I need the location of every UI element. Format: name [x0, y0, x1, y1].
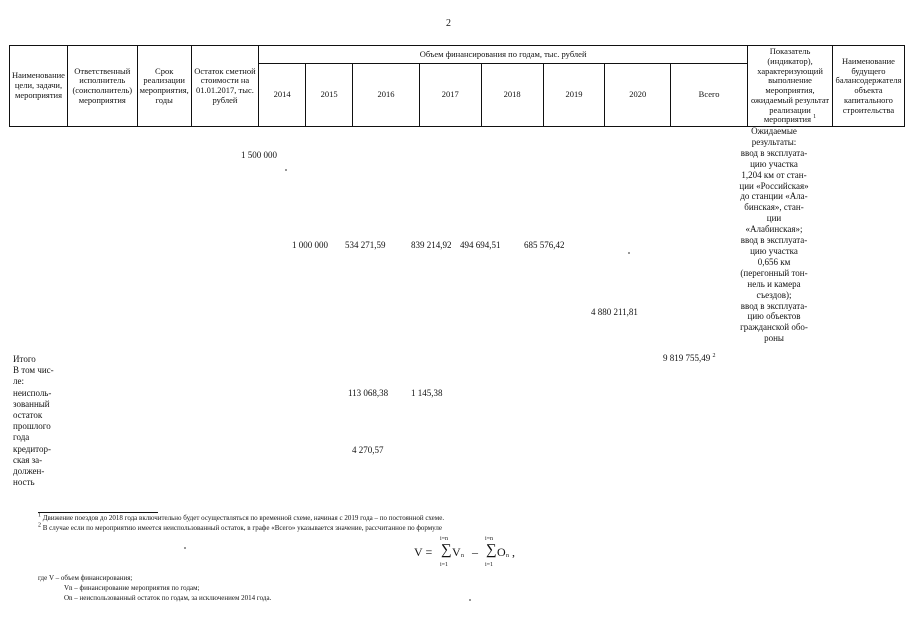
header-remainder: Остаток сметной стоимости на 01.01.2017, тыс. рублей [191, 46, 258, 127]
result-line: (перегонный тон- [740, 267, 808, 278]
value-2015: 1 000 000 [292, 240, 328, 250]
result-line: съездов); [756, 289, 792, 300]
header-indicator-text: Показатель (индикатор), характеризующий выполнение мероприятия, ожидаемый результат реализации мероприятия [750, 46, 830, 125]
formula-upper-limit: i=n [485, 536, 494, 542]
formula-lower-limit: i=1 [485, 562, 494, 568]
result-line: цию участка [750, 245, 798, 256]
result-line: 0,656 км [757, 256, 791, 267]
scan-dot [285, 169, 287, 171]
legend-on: On – неиспользованный остаток по годам, за исключением 2014 года. [64, 594, 272, 602]
footnote-2 [38, 524, 442, 532]
value-2020: 4 880 211,81 [591, 307, 638, 317]
sum-icon: ∑ [441, 542, 452, 558]
result-line: роны [764, 333, 784, 344]
footnote-ref-1: 1 [813, 114, 817, 121]
formula-minus: – [472, 545, 478, 559]
result-line: Ожидаемые [751, 126, 797, 136]
header-responsible: Ответственный исполнитель (соисполнитель) мероприятия [67, 46, 137, 127]
label-unused: зованный [13, 398, 50, 409]
footnote-2-number: 2 [38, 522, 41, 529]
result-line: 1,204 км от стан- [741, 169, 807, 180]
formula-lower-limit: i=1 [440, 562, 449, 568]
header-funding: Объем финансирования по годам, тыс. рублей [259, 46, 748, 64]
footnote-1 [38, 514, 444, 522]
legend-vn: Vn – финансирование мероприятия по годам; [64, 584, 200, 592]
result-line: нель и камера [747, 278, 801, 289]
header-name: Наименование цели, задачи, мероприятия [10, 46, 68, 127]
result-line: ввод в эксплуата- [740, 147, 808, 158]
result-line: ввод в эксплуата- [740, 235, 808, 246]
value-2019: 685 576,42 [524, 240, 565, 250]
result-line: «Алабинская»; [745, 224, 803, 235]
label-unused: года [13, 432, 30, 443]
result-line: бинская», стан- [744, 202, 804, 213]
formula-upper-limit: i=n [440, 536, 449, 542]
label-including: В том чис- [13, 365, 54, 376]
footnote-1-number: 1 [38, 512, 41, 519]
value-2018: 494 694,51 [460, 240, 501, 250]
label-including: ле: [13, 376, 24, 387]
header-holder: Наименование будущего балансодержателя объекта капитального строительства [832, 46, 904, 127]
formula-term-o: O [497, 545, 506, 559]
scan-dot [469, 599, 471, 601]
label-unused: остаток [13, 410, 43, 421]
sum-icon: ∑ [486, 542, 497, 558]
label-credit: ская за- [13, 454, 43, 465]
page-number: 2 [446, 18, 451, 29]
scan-dot [628, 252, 630, 254]
label-total: Итого [13, 354, 36, 364]
result-line: ции [766, 213, 782, 224]
label-credit: должен- [13, 466, 45, 477]
value-total [663, 353, 716, 363]
footnote-2-text: В случае если по мероприятию имеется неиспользованный остаток, в графе «Всего» указывается значение, рассчитанное по формуле [42, 524, 442, 532]
expected-results [728, 126, 820, 344]
formula-term-v-sub: n [461, 553, 464, 559]
result-line: гражданской обо- [740, 322, 808, 333]
footnote-divider [38, 512, 158, 513]
year-2016: 2016 [353, 63, 420, 126]
credit-2016: 4 270,57 [352, 445, 384, 455]
header-indicator [748, 46, 833, 127]
result-line: цию участка [750, 158, 798, 169]
year-2018: 2018 [481, 63, 543, 126]
formula-term-o-sub: n [506, 553, 509, 559]
result-line: до станции «Ала- [740, 191, 808, 202]
year-2017: 2017 [419, 63, 481, 126]
result-line: результаты: [751, 136, 797, 147]
scan-dot [184, 547, 186, 549]
formula-term-v: V [452, 545, 461, 559]
label-credit: кредитор- [13, 443, 51, 454]
value-2016: 534 271,59 [345, 240, 386, 250]
header-table [9, 45, 905, 127]
label-unused: прошлого [13, 421, 51, 432]
left-labels [13, 354, 54, 488]
value-2017: 839 214,92 [411, 240, 452, 250]
formula-comma: , [512, 545, 515, 559]
label-unused: неисполь- [13, 387, 52, 398]
result-line: цию объектов [747, 311, 801, 322]
unused-2016: 113 068,38 [348, 388, 389, 398]
year-2019: 2019 [543, 63, 605, 126]
unused-2017: 1 145,38 [411, 388, 443, 398]
result-line: ввод в эксплуата- [740, 300, 808, 311]
footnote-1-text: Движение поездов до 2018 года включительно будет осуществляться по временной схеме, начиная с 2019 года – по постоянной схеме. [42, 514, 445, 522]
year-total: Всего [671, 63, 748, 126]
legend-where: где V – объем финансирования; [38, 574, 133, 582]
result-line: ции «Российская» [739, 180, 809, 191]
header-term: Срок реализации мероприятия, годы [137, 46, 191, 127]
formula-lhs: V = [414, 545, 433, 559]
value-2014: 1 500 000 [241, 150, 277, 160]
year-2014: 2014 [259, 63, 306, 126]
year-2020: 2020 [605, 63, 671, 126]
year-2015: 2015 [306, 63, 353, 126]
value-total-number: 9 819 755,49 [663, 353, 711, 363]
label-credit: ность [13, 477, 35, 488]
footnote-ref-2: 2 [712, 353, 716, 359]
